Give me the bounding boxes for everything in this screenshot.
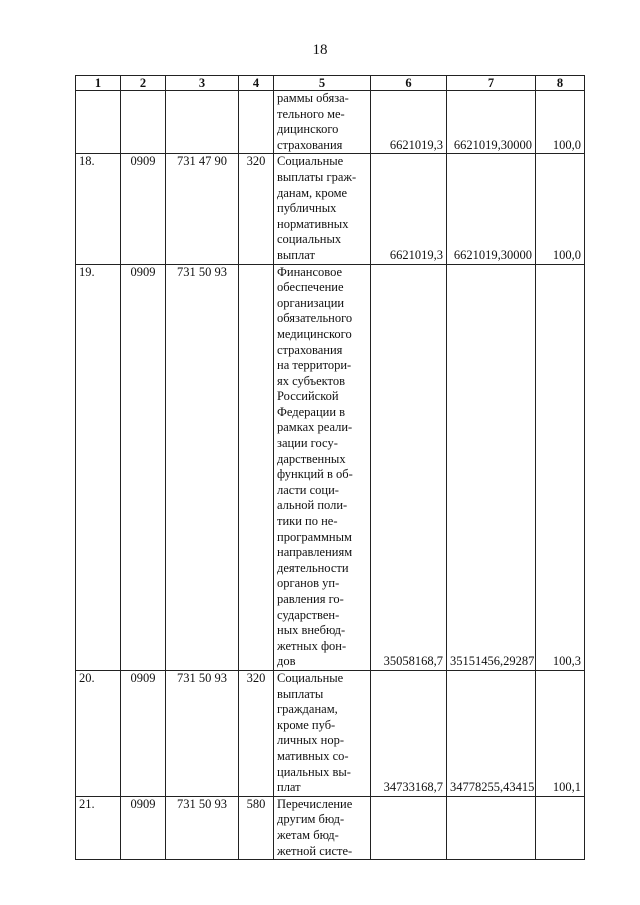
expense-type-code: 320 (239, 154, 274, 264)
table-row (76, 154, 585, 264)
target-code: 731 47 90 (166, 154, 239, 264)
description-line: Социальные (277, 154, 344, 169)
actual-amount: 6621019,30000 (447, 154, 536, 264)
description-line: раммы обяза- (277, 91, 349, 105)
row-number: 19. (76, 264, 121, 670)
execution-percent: 100,1 (536, 670, 585, 796)
row-number (76, 91, 121, 154)
table-row (76, 796, 585, 859)
table-row (76, 264, 585, 670)
section-code (121, 91, 166, 154)
description-line: сударствен- (277, 607, 340, 622)
description-line: организации (277, 295, 345, 310)
execution-percent (536, 796, 585, 859)
execution-percent: 100,0 (536, 91, 585, 154)
description-line: страхования (277, 342, 343, 357)
description-line: личных нор- (277, 733, 345, 748)
description-line: Федерации в (277, 404, 346, 419)
description-line: социальных (277, 232, 342, 247)
description-line: Российской (277, 389, 339, 404)
section-code: 0909 (121, 796, 166, 859)
execution-percent: 100,0 (536, 154, 585, 264)
description-line: направлениям (277, 545, 353, 560)
description-line: Финансовое (277, 264, 343, 279)
description-line: органов уп- (277, 576, 340, 591)
planned-amount: 34733168,7 (371, 670, 447, 796)
description-line: жетной систе- (277, 843, 353, 858)
section-code: 0909 (121, 264, 166, 670)
description-line: альной поли- (277, 498, 348, 513)
description-line: ях субъектов (277, 373, 346, 388)
description-line: Социальные (277, 670, 344, 685)
execution-percent: 100,3 (536, 264, 585, 670)
target-code (166, 91, 239, 154)
description-line: циальных вы- (277, 764, 351, 779)
description-line: тики по не- (277, 514, 338, 529)
expense-type-code: 580 (239, 796, 274, 859)
description-line: дицинского (277, 122, 339, 137)
description-line: медицинского (277, 326, 352, 341)
description-line: тельного ме- (277, 106, 345, 121)
table-header-row (76, 76, 585, 91)
description-line: данам, кроме (277, 185, 348, 200)
column-header: 2 (121, 76, 166, 91)
description-line: рамках реали- (277, 420, 353, 435)
item-description (274, 264, 371, 670)
description-line: обязательного (277, 311, 353, 326)
description-line: другим бюд- (277, 812, 345, 827)
target-code: 731 50 93 (166, 264, 239, 670)
planned-amount (371, 796, 447, 859)
expense-type-code (239, 91, 274, 154)
planned-amount: 6621019,3 (371, 154, 447, 264)
page-number: 18 (312, 42, 328, 58)
description-line: публичных (277, 201, 337, 216)
description-line: зации госу- (277, 436, 338, 451)
description-line: ласти соци- (277, 482, 339, 497)
description-line: плат (277, 780, 301, 795)
target-code: 731 50 93 (166, 796, 239, 859)
expense-type-code (239, 264, 274, 670)
row-number: 21. (76, 796, 121, 859)
expense-type-code: 320 (239, 670, 274, 796)
description-line: нормативных (277, 216, 349, 231)
description-line: программным (277, 529, 352, 544)
description-line: гражданам, (277, 702, 338, 717)
actual-amount: 6621019,30000 (447, 91, 536, 154)
description-line: выплаты граж- (277, 169, 357, 184)
planned-amount: 6621019,3 (371, 91, 447, 154)
actual-amount: 34778255,43415 (447, 670, 536, 796)
item-description (274, 154, 371, 264)
row-number: 20. (76, 670, 121, 796)
description-line: жетам бюд- (277, 827, 339, 842)
planned-amount: 35058168,7 (371, 264, 447, 670)
description-line: мативных со- (277, 748, 349, 763)
description-line: страхования (277, 137, 343, 152)
description-line: жетных фон- (277, 638, 347, 653)
description-line: дарственных (277, 451, 346, 466)
target-code: 731 50 93 (166, 670, 239, 796)
description-line: функций в об- (277, 467, 353, 482)
column-header: 7 (447, 76, 536, 91)
table-row (76, 670, 585, 796)
item-description (274, 91, 371, 154)
description-line: кроме пуб- (277, 717, 336, 732)
item-description (274, 670, 371, 796)
description-line: выплат (277, 247, 315, 262)
description-line: Перечисление (277, 796, 353, 811)
description-line: равления го- (277, 592, 344, 606)
column-header: 8 (536, 76, 585, 91)
description-line: дов (277, 654, 296, 669)
description-line: на территори- (277, 358, 352, 373)
description-line: деятельности (277, 560, 349, 575)
row-number: 18. (76, 154, 121, 264)
item-description (274, 796, 371, 859)
section-code: 0909 (121, 670, 166, 796)
actual-amount (447, 796, 536, 859)
column-header: 1 (76, 76, 121, 91)
section-code: 0909 (121, 154, 166, 264)
column-header: 5 (274, 76, 371, 91)
description-line: ных внебюд- (277, 623, 346, 638)
column-header: 3 (166, 76, 239, 91)
column-header: 6 (371, 76, 447, 91)
description-line: обеспечение (277, 280, 344, 295)
column-header: 4 (239, 76, 274, 91)
table-row (76, 91, 585, 154)
report-table (75, 75, 585, 860)
description-line: выплаты (277, 686, 324, 701)
actual-amount: 35151456,29287 (447, 264, 536, 670)
